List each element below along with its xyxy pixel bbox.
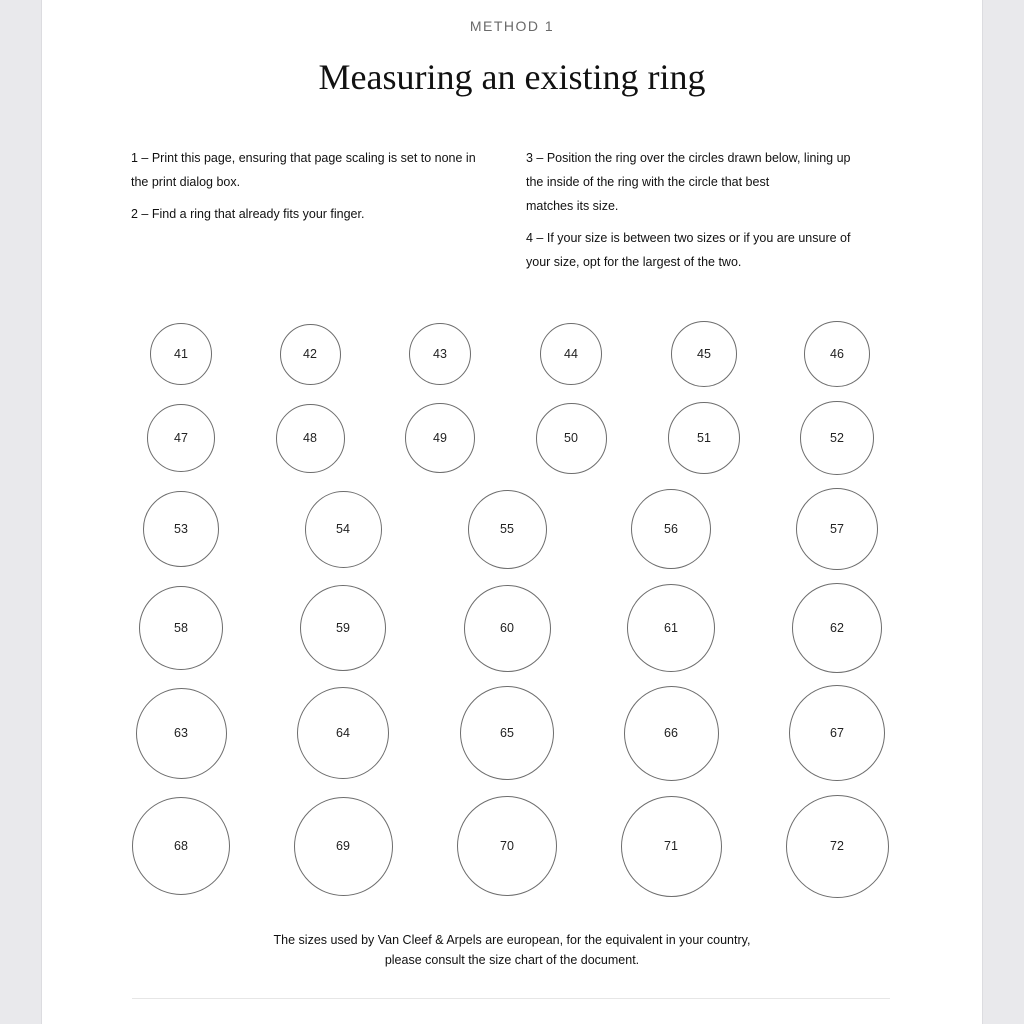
instruction-step-2-line: 2 – Find a ring that already fits your finger.	[131, 207, 365, 221]
ring-size-circle: 66	[624, 686, 719, 781]
ring-size-circle: 46	[804, 321, 870, 387]
ring-size-circle: 65	[460, 686, 554, 780]
ring-size-circle: 58	[139, 586, 223, 670]
ring-size-circle: 50	[536, 403, 607, 474]
instruction-step-4-line: 4 – If your size is between two sizes or if you are unsure of	[526, 231, 851, 245]
instruction-step-3-line: 3 – Position the ring over the circles drawn below, lining up	[526, 151, 851, 165]
instruction-step-1	[131, 146, 476, 194]
ring-size-circle: 72	[786, 795, 889, 898]
instruction-step-2	[131, 202, 364, 226]
instruction-step-3-line: the inside of the ring with the circle that best	[526, 175, 770, 189]
ring-size-circle: 70	[457, 796, 557, 896]
instruction-step-3-line: matches its size.	[526, 199, 619, 213]
ring-size-circle: 57	[796, 488, 878, 570]
ring-size-circle: 63	[136, 688, 227, 779]
ring-size-circle: 71	[621, 796, 722, 897]
ring-size-circle: 69	[294, 797, 393, 896]
ring-size-circle: 61	[627, 584, 715, 672]
divider	[132, 998, 890, 999]
ring-size-circle: 64	[297, 687, 389, 779]
ring-size-circle: 41	[150, 323, 212, 385]
ring-size-circle: 59	[300, 585, 386, 671]
footnote-line: The sizes used by Van Cleef & Arpels are european, for the equivalent in your country,	[273, 933, 751, 947]
ring-size-circle: 67	[789, 685, 885, 781]
ring-size-circle: 45	[671, 321, 737, 387]
instruction-step-1-line: 1 – Print this page, ensuring that page scaling is set to none in	[131, 151, 476, 165]
ring-size-circle: 44	[540, 323, 602, 385]
ring-size-circle: 51	[668, 402, 740, 474]
ring-size-circle: 42	[280, 324, 341, 385]
ring-size-circle: 48	[276, 404, 345, 473]
ring-size-circle: 56	[631, 489, 711, 569]
ring-size-circle: 54	[305, 491, 382, 568]
page-title: Measuring an existing ring	[318, 57, 706, 97]
instruction-step-1-line: the print dialog box.	[131, 175, 241, 189]
ring-size-circle: 55	[468, 490, 547, 569]
footnote-line: please consult the size chart of the document.	[384, 953, 640, 967]
document-page	[42, 0, 982, 1024]
ring-size-circle: 49	[405, 403, 475, 473]
instruction-step-4	[526, 226, 850, 274]
method-label: METHOD 1	[469, 18, 555, 34]
ring-size-circle: 62	[792, 583, 882, 673]
ring-size-circle: 52	[800, 401, 874, 475]
footnote	[42, 930, 982, 970]
instruction-step-3	[526, 146, 851, 218]
ring-size-circle: 53	[143, 491, 219, 567]
ring-size-circle: 47	[147, 404, 215, 472]
ring-size-circle: 43	[409, 323, 471, 385]
ring-size-circle: 68	[132, 797, 230, 895]
instruction-step-4-line: your size, opt for the largest of the two.	[526, 255, 742, 269]
ring-size-circle: 60	[464, 585, 551, 672]
